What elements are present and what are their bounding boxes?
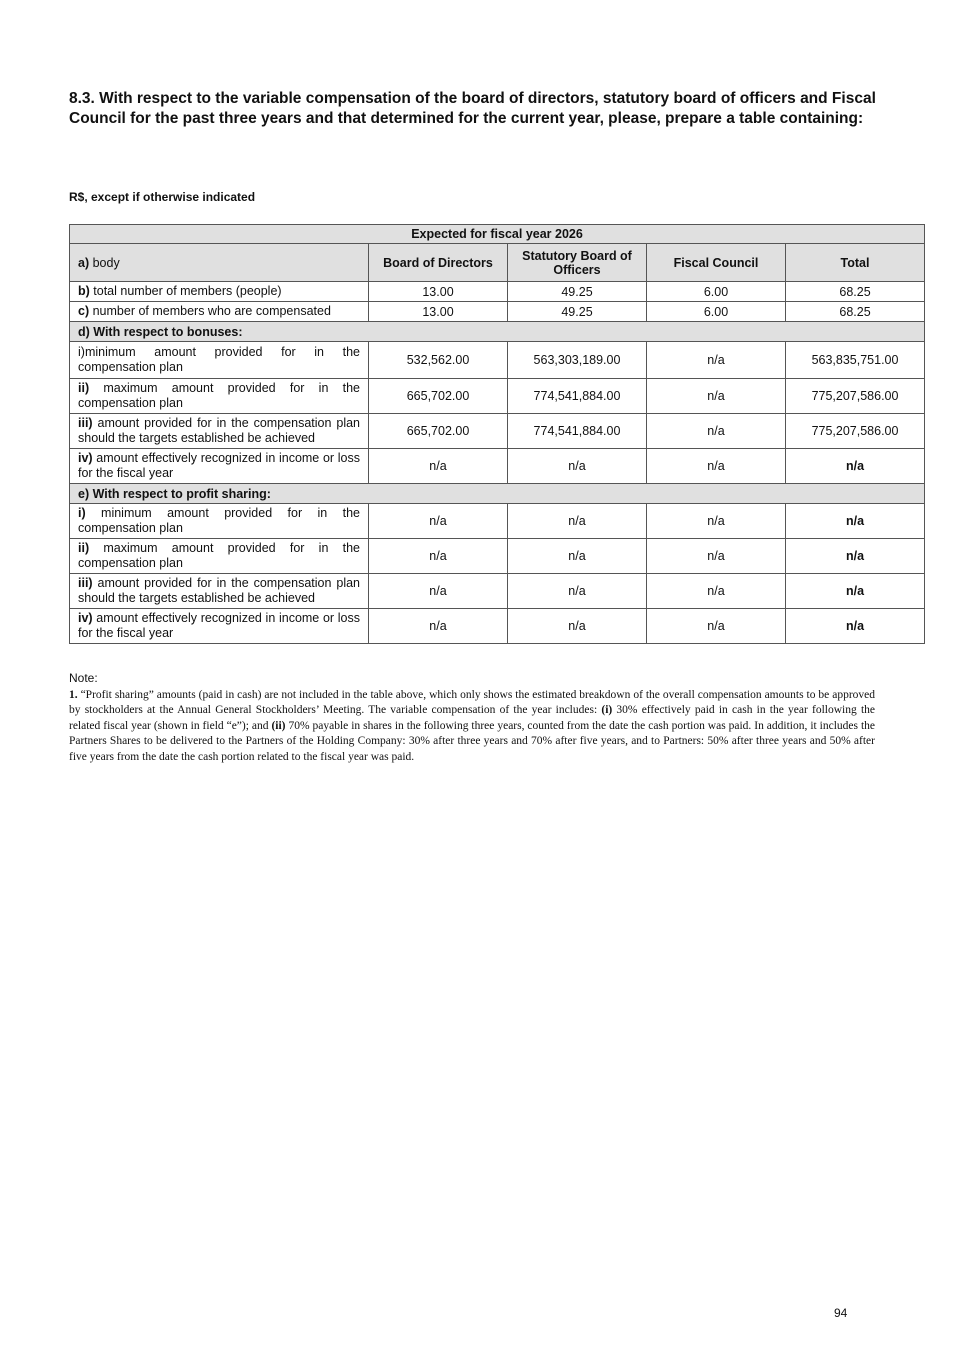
row-label-cell [70, 609, 369, 644]
cell-value: n/a [647, 574, 786, 609]
cell-value: n/a [369, 504, 508, 539]
note-text [69, 688, 875, 766]
cell-value: n/a [369, 574, 508, 609]
cell-value: n/a [647, 504, 786, 539]
row-prefix: a) [78, 255, 90, 270]
cell-value: n/a [647, 609, 786, 644]
cell-value: 775,207,586.00 [786, 414, 925, 449]
row-label: total number of members (people) [89, 284, 282, 298]
cell-value: 665,702.00 [369, 379, 508, 414]
row-label: amount effectively recognized in income or loss for the fiscal year [78, 451, 360, 480]
cell-value: n/a [369, 609, 508, 644]
cell-value: n/a [786, 504, 925, 539]
table-row [70, 282, 925, 302]
row-prefix: iv) [78, 611, 93, 625]
cell-value: n/a [508, 449, 647, 484]
cell-value: 49.25 [508, 282, 647, 302]
row-prefix: iii) [78, 416, 93, 430]
row-label-cell [70, 449, 369, 484]
units-note: R$, except if otherwise indicated [69, 190, 256, 204]
note-part: 30% effectively paid in cash in the year following the related fiscal year (shown in field “e”); and [69, 704, 876, 732]
cell-value: n/a [647, 539, 786, 574]
note-label: Note: [69, 671, 98, 685]
row-prefix: c) [78, 304, 90, 318]
bonus-section-header: d) With respect to bonuses: [70, 322, 925, 342]
row-prefix: iv) [78, 451, 93, 465]
table-row [70, 609, 925, 644]
cell-value: n/a [508, 504, 647, 539]
row-prefix: ii) [78, 541, 90, 555]
cell-value: n/a [786, 574, 925, 609]
note-part: “Profit sharing” amounts (paid in cash) are not included in the table above, which only shows the estimated breakdown of the overall compensation amounts to be approved by stockholders at the Annual General Stockholders’ Meeting. The variable compensation of the year includes: [69, 688, 875, 716]
table-row [70, 379, 925, 414]
note-number: 1. [69, 688, 78, 701]
row-prefix: ii) [78, 381, 90, 395]
cell-value: 68.25 [786, 302, 925, 322]
cell-value: n/a [369, 449, 508, 484]
table-row [70, 302, 925, 322]
cell-value: 775,207,586.00 [786, 379, 925, 414]
table-row [70, 342, 925, 379]
cell-value: n/a [508, 574, 647, 609]
cell-value: 6.00 [647, 282, 786, 302]
cell-value: n/a [647, 379, 786, 414]
cell-value: 665,702.00 [369, 414, 508, 449]
cell-value: 13.00 [369, 302, 508, 322]
row-label: body [89, 255, 120, 270]
note-part: 70% payable in shares in the following three years, counted from the date the cash portion was paid. In addition, it includes the Partners Shares to be delivered to the Partners of the Holding Company: 30% after three years and 70% after five years, and to Partners: 50% after three years and 50% after five years from the date the cash portion related to the fiscal year was paid. [69, 719, 875, 763]
note-marker: (i) [601, 704, 613, 716]
cell-value: n/a [786, 609, 925, 644]
cell-value: n/a [647, 449, 786, 484]
page-number: 94 [834, 1306, 848, 1320]
row-label-cell [70, 282, 369, 302]
row-label-cell [70, 342, 369, 379]
row-label: number of members who are compensated [89, 304, 331, 318]
note-marker: (ii) [271, 719, 286, 732]
row-label-cell [70, 574, 369, 609]
row-label-cell [70, 302, 369, 322]
footnote [69, 671, 875, 765]
table-row [70, 449, 925, 484]
col-header-fiscal: Fiscal Council [647, 244, 786, 282]
table-row [70, 539, 925, 574]
row-label-cell [70, 504, 369, 539]
row-label: maximum amount provided for in the compensation plan [78, 541, 360, 570]
cell-value: n/a [786, 539, 925, 574]
col-header-officers: Statutory Board of Officers [508, 244, 647, 282]
cell-value: 6.00 [647, 302, 786, 322]
cell-value: n/a [647, 414, 786, 449]
row-label: amount provided for in the compensation plan should the targets established be achieved [78, 576, 360, 605]
row-label-cell [70, 539, 369, 574]
row-label-cell [70, 414, 369, 449]
cell-value: 774,541,884.00 [508, 379, 647, 414]
cell-value: 68.25 [786, 282, 925, 302]
table-row [70, 504, 925, 539]
cell-value: n/a [508, 609, 647, 644]
table-title: Expected for fiscal year 2026 [70, 225, 925, 244]
row-label: amount provided for in the compensation plan should the targets established be achieved [78, 416, 360, 445]
cell-value: n/a [369, 539, 508, 574]
col-header-total: Total [786, 244, 925, 282]
cell-value: n/a [508, 539, 647, 574]
body-label-cell [70, 244, 369, 282]
row-prefix: i) [78, 506, 86, 520]
cell-value: 563,303,189.00 [508, 342, 647, 379]
row-label: maximum amount provided for in the compensation plan [78, 381, 360, 410]
row-prefix: iii) [78, 576, 93, 590]
cell-value: 13.00 [369, 282, 508, 302]
row-label: amount effectively recognized in income or loss for the fiscal year [78, 611, 360, 640]
row-prefix: i) [78, 345, 85, 359]
section-heading: 8.3. With respect to the variable compensation of the board of directors, statutory board of officers and Fiscal Council for the past three years and that determined for the current year, please, prepare a table containing: [69, 90, 876, 127]
cell-value: 49.25 [508, 302, 647, 322]
row-label-cell [70, 379, 369, 414]
cell-value: 532,562.00 [369, 342, 508, 379]
cell-value: n/a [647, 342, 786, 379]
col-header-board: Board of Directors [369, 244, 508, 282]
variable-compensation-table [69, 224, 925, 644]
cell-value: n/a [786, 449, 925, 484]
row-label: minimum amount provided for in the compensation plan [78, 506, 360, 535]
table-row [70, 414, 925, 449]
cell-value: 563,835,751.00 [786, 342, 925, 379]
table-row [70, 574, 925, 609]
row-label: minimum amount provided for in the compensation plan [78, 345, 360, 374]
profit-section-header: e) With respect to profit sharing: [70, 484, 925, 504]
cell-value: 774,541,884.00 [508, 414, 647, 449]
row-prefix: b) [78, 284, 90, 298]
